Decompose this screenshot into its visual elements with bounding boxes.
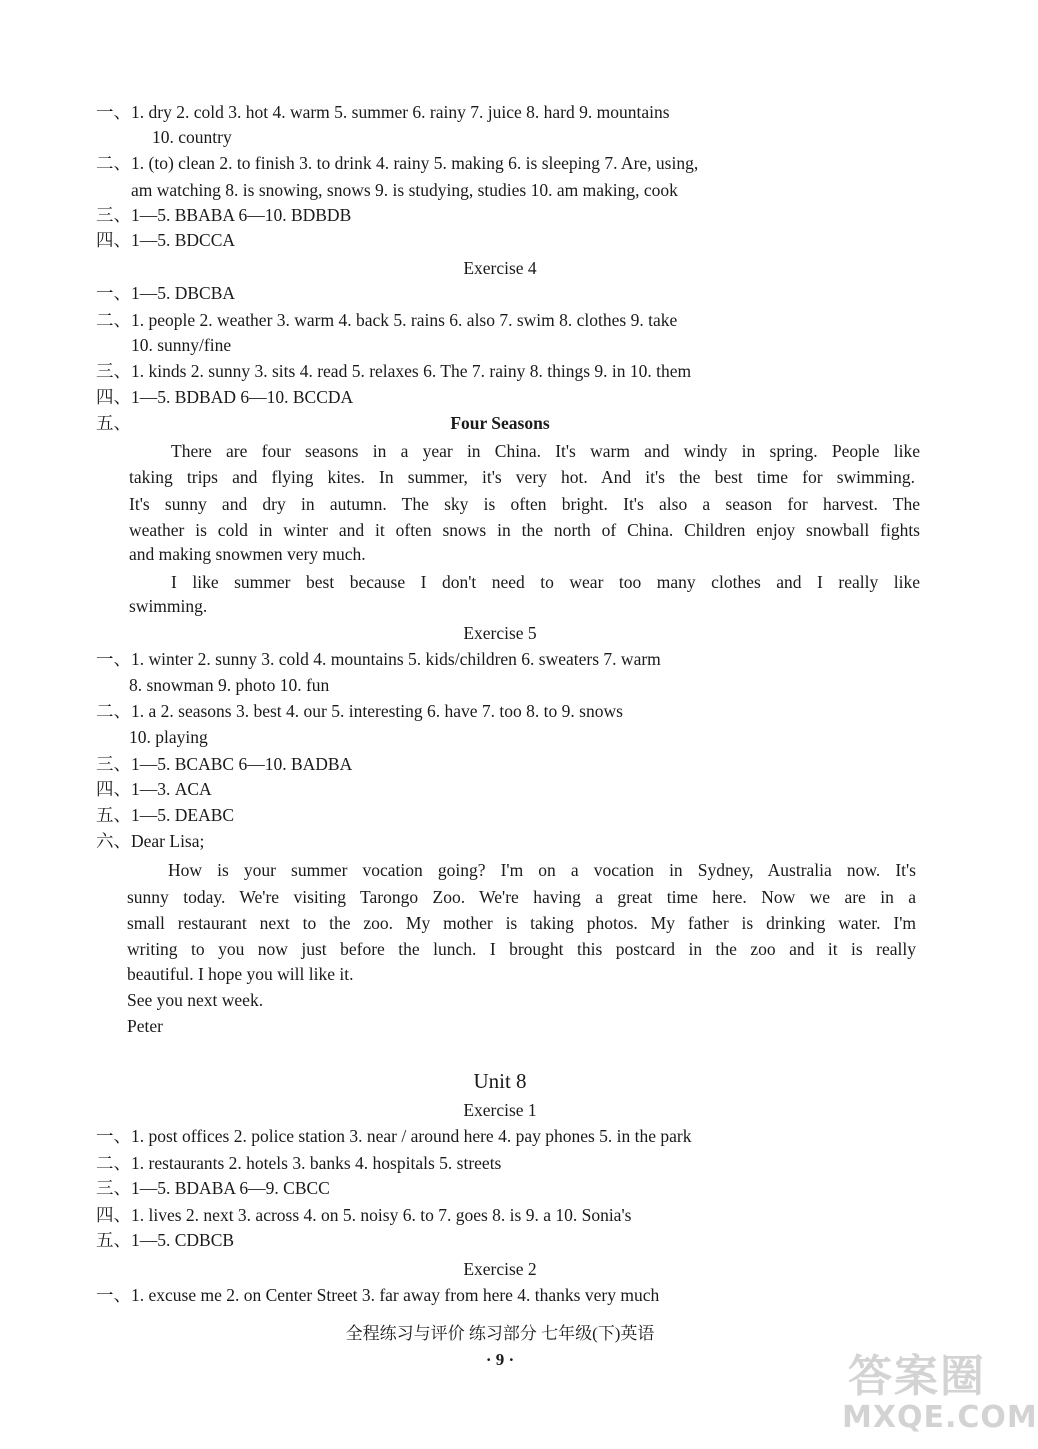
answer-line: 10. sunny/fine: [131, 335, 232, 355]
answer-line: 三、1. kinds 2. sunny 3. sits 4. read 5. relaxes 6. The 7. rainy 8. things 9. in 10. them: [96, 361, 692, 381]
essay-line: swimming.: [129, 596, 208, 616]
answer-line: 二、1. people 2. weather 3. warm 4. back 5. rains 6. also 7. swim 8. clothes 9. take: [96, 310, 678, 330]
essay-line: and making snowmen very much.: [129, 544, 366, 564]
essay-line: It's sunny and dry in autumn. The sky is often bright. It's also a season for harvest. The: [129, 494, 920, 514]
answer-line: 四、1—3. ACA: [96, 779, 212, 799]
answer-line: 五、1—5. CDBCB: [96, 1230, 235, 1250]
letter-line: small restaurant next to the zoo. My mother is taking photos. My father is drinking water. I'm: [127, 913, 916, 933]
essay-line: taking trips and flying kites. In summer, it's very hot. And it's the best time for swimming.: [129, 467, 915, 487]
answer-line: 一、1—5. DBCBA: [96, 283, 236, 303]
answer-line: am watching 8. is snowing, snows 9. is studying, studies 10. am making, cook: [131, 180, 678, 200]
answer-line: 一、1. winter 2. sunny 3. cold 4. mountains 5. kids/children 6. sweaters 7. warm: [96, 649, 661, 669]
answer-line: 8. snowman 9. photo 10. fun: [129, 675, 330, 695]
letter-line: writing to you now just before the lunch. I brought this postcard in the zoo and it is really: [127, 939, 916, 959]
watermark-bottom: MXQE.COM: [842, 1400, 1038, 1435]
watermark-top: 答案圈: [848, 1351, 986, 1402]
answer-line: 一、1. post offices 2. police station 3. near / around here 4. pay phones 5. in the park: [96, 1126, 692, 1146]
page-number: · 9 ·: [485, 1350, 515, 1369]
answer-line: 四、1—5. BDCCA: [96, 230, 236, 250]
answer-line: 四、1. lives 2. next 3. across 4. on 5. noisy 6. to 7. goes 8. is 9. a 10. Sonia's: [96, 1205, 632, 1225]
exercise-heading: Exercise 4: [463, 258, 537, 278]
answer-line: 三、1—5. BDABA 6—9. CBCC: [96, 1178, 330, 1198]
essay-title: Four Seasons: [450, 413, 550, 433]
answer-line: 二、1. a 2. seasons 3. best 4. our 5. interesting 6. have 7. too 8. to 9. snows: [96, 701, 623, 721]
watermark-logo: [842, 1351, 1038, 1443]
letter-line: How is your summer vocation going? I'm on a vocation in Sydney, Australia now. It's: [168, 860, 916, 880]
exercise-heading: Exercise 5: [463, 623, 537, 643]
answer-line: 五、1—5. DEABC: [96, 805, 235, 825]
letter-line: sunny today. We're visiting Tarongo Zoo. We're having a great time here. Now we are in a: [127, 887, 916, 907]
answer-line: 六、Dear Lisa;: [96, 831, 205, 851]
letter-line: See you next week.: [127, 990, 264, 1010]
essay-line: weather is cold in winter and it often snows in the north of China. Children enjoy snowball fights: [129, 520, 920, 540]
answer-line: 四、1—5. BDBAD 6—10. BCCDA: [96, 387, 354, 407]
footer-title: 全程练习与评价 练习部分 七年级(下)英语: [345, 1324, 655, 1343]
answer-line: 三、1—5. BCABC 6—10. BADBA: [96, 754, 353, 774]
exercise-heading: Exercise 2: [463, 1259, 537, 1279]
answer-line: 二、1. (to) clean 2. to finish 3. to drink 4. rainy 5. making 6. is sleeping 7. Are, using,: [96, 153, 699, 173]
answer-line: 一、1. excuse me 2. on Center Street 3. far away from here 4. thanks very much: [96, 1285, 660, 1305]
answer-line: 五、: [96, 413, 131, 433]
answer-line: 10. country: [152, 127, 232, 147]
answer-line: 10. playing: [129, 727, 208, 747]
answer-line: 二、1. restaurants 2. hotels 3. banks 4. hospitals 5. streets: [96, 1153, 502, 1173]
essay-line: There are four seasons in a year in China. It's warm and windy in spring. People like: [171, 441, 920, 461]
exercise-heading: Exercise 1: [463, 1100, 537, 1120]
answer-line: 一、1. dry 2. cold 3. hot 4. warm 5. summer 6. rainy 7. juice 8. hard 9. mountains: [96, 102, 670, 122]
answer-line: 三、1—5. BBABA 6—10. BDBDB: [96, 205, 352, 225]
letter-line: beautiful. I hope you will like it.: [127, 964, 354, 984]
unit-heading: Unit 8: [473, 1069, 527, 1093]
letter-signature: Peter: [127, 1016, 163, 1036]
essay-line: I like summer best because I don't need to wear too many clothes and I really like: [171, 572, 920, 592]
